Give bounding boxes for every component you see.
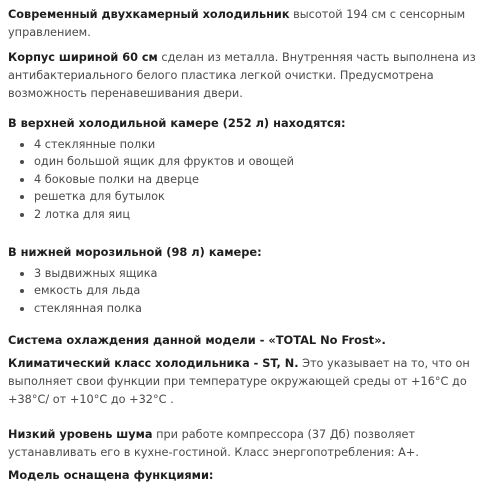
climate-text: Это указывает на то, что он выполняет свои функции при температуре окружающей среды от +16°C до +38°C/ от +10°C до +32°C . — [8, 357, 470, 407]
climate-bold: Климатический класс холодильника - ST, N. — [8, 357, 299, 371]
functions-heading: Модель оснащена функциями: — [8, 468, 214, 483]
list-item: 4 боковые полки на дверце — [20, 171, 491, 188]
climate-paragraph — [8, 355, 491, 409]
noise-text: при работе компрессора (37 Дб) позволяет устанавливать его в кухне-гостиной. Класс энергопотребления: А+. — [8, 428, 419, 460]
list-item: емкость для льда — [20, 282, 491, 299]
hull-text: сделан из металла. Внутренняя часть выполнена из антибактериального белого пластика легкой очистки. Предусмотрена возможность перенавешивания двери. — [8, 51, 476, 100]
hull-paragraph — [8, 49, 491, 103]
fridge-heading: В верхней холодильной камере (252 л) находятся: — [8, 116, 346, 130]
intro-bold: Современный двухкамерный холодильник — [8, 8, 290, 21]
freezer-list — [8, 265, 491, 317]
list-item: решетка для бутылок — [20, 188, 491, 205]
intro-paragraph — [8, 6, 491, 42]
noise-bold: Низкий уровень шума — [8, 428, 153, 442]
noise-paragraph — [8, 426, 491, 462]
list-item: стеклянная полка — [20, 300, 491, 317]
list-item: 4 стеклянные полки — [20, 136, 491, 153]
list-item: 3 выдвижных ящика — [20, 265, 491, 282]
freezer-heading: В нижней морозильной (98 л) камере: — [8, 245, 262, 260]
list-item: 2 лотка для яиц — [20, 206, 491, 223]
cooling-heading: Система охлаждения данной модели - «TOTAL No Frost». — [8, 333, 386, 348]
list-item: один большой ящик для фруктов и овощей — [20, 153, 491, 170]
fridge-list — [8, 136, 491, 223]
intro-text: высотой 194 см с сенсорным управлением. — [8, 8, 466, 39]
hull-bold: Корпус шириной 60 см — [8, 51, 158, 64]
